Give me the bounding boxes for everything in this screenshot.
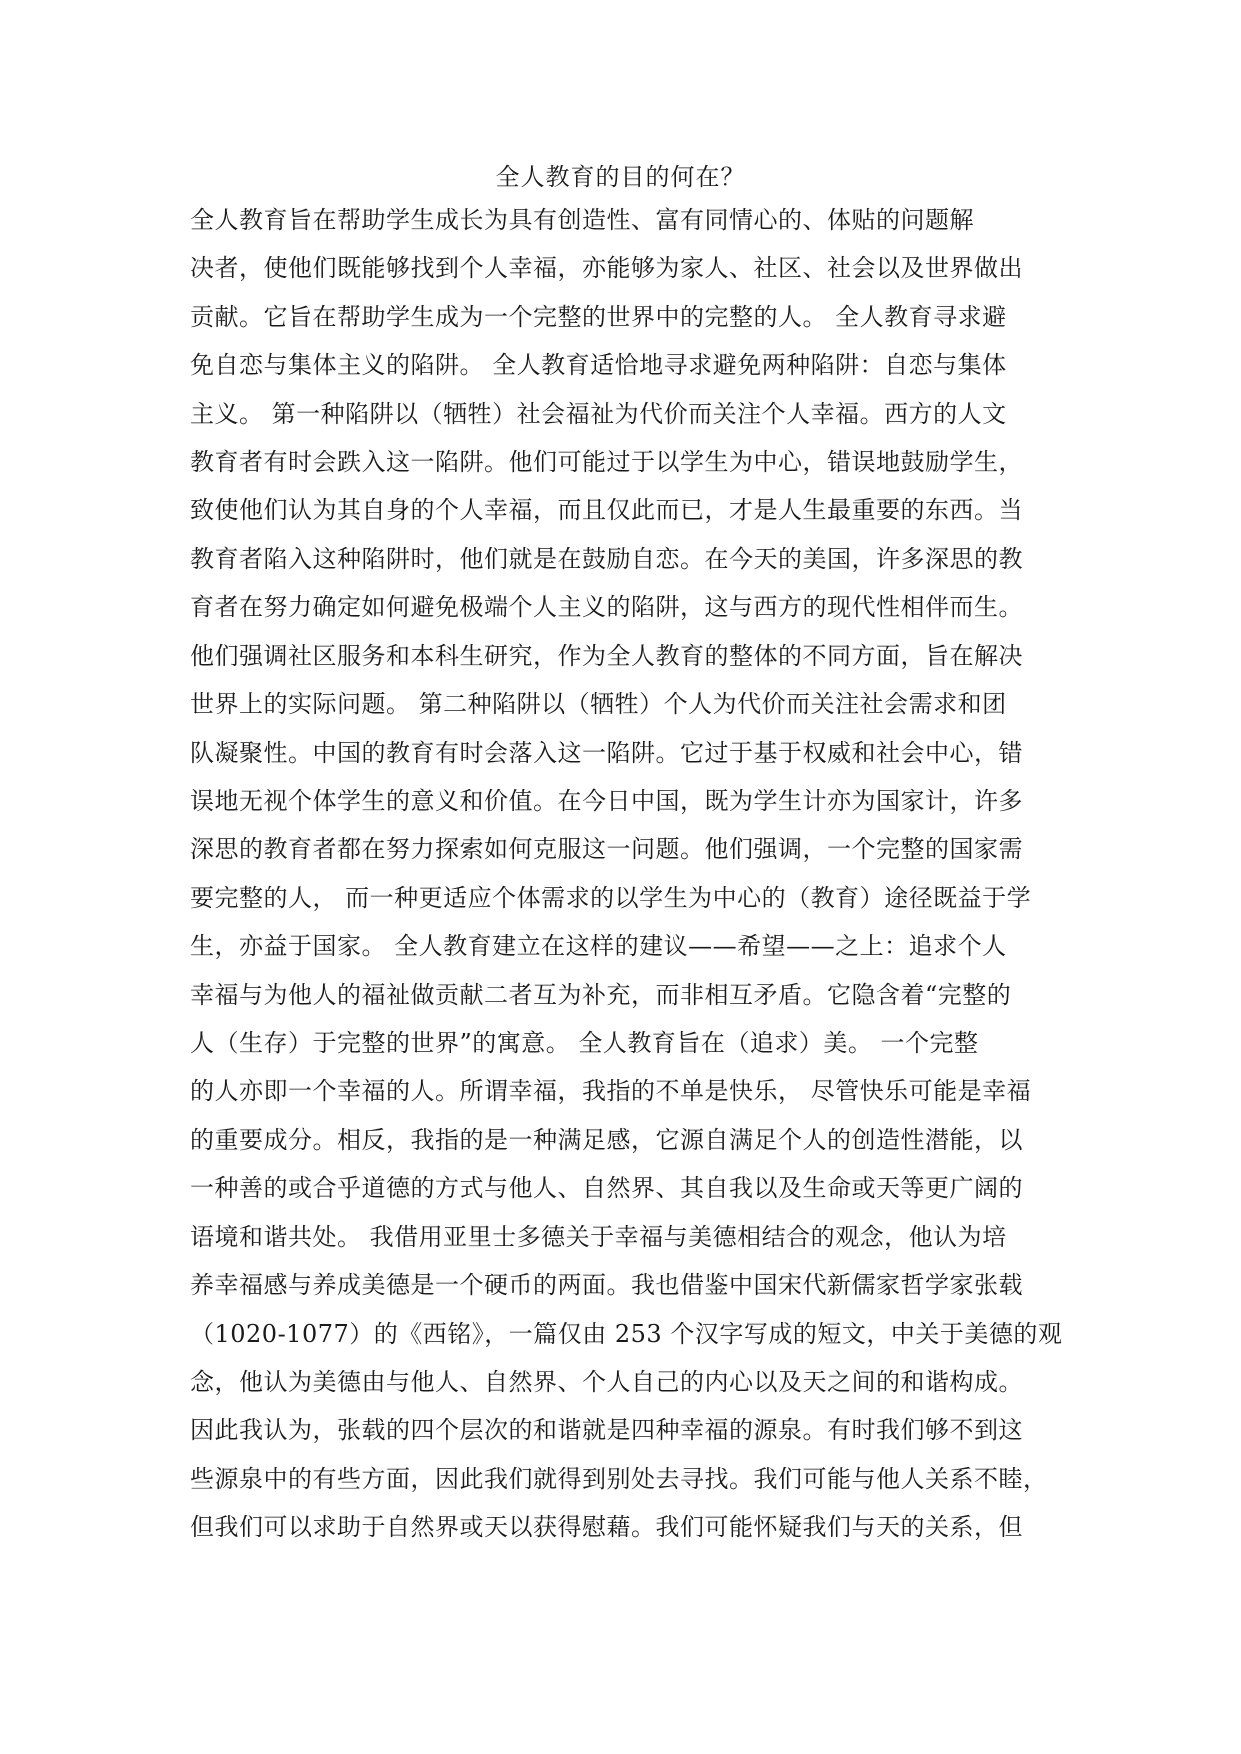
text-line: 育者在努力确定如何避免极端个人主义的陷阱，这与西方的现代性相伴而生。 <box>190 593 1023 621</box>
text-line: 的重要成分。相反，我指的是一种满足感，它源自满足个人的创造性潜能，以 <box>190 1126 1023 1154</box>
text-line: 致使他们认为其自身的个人幸福，而且仅此而已，才是人生最重要的东西。当 <box>190 496 1023 524</box>
text-line: 世界上的实际问题。 第二种陷阱以（牺牲）个人为代价而关注社会需求和团 <box>190 690 1007 718</box>
text-line: 全人教育旨在帮助学生成长为具有创造性、富有同情心的、体贴的问题解 <box>190 206 974 234</box>
text-line: 队凝聚性。中国的教育有时会落入这一陷阱。它过于基于权威和社会中心，错 <box>190 739 1023 767</box>
text-line: 些源泉中的有些方面，因此我们就得到别处去寻找。我们可能与他人关系不睦， <box>190 1465 1048 1493</box>
text-line: 决者，使他们既能够找到个人幸福，亦能够为家人、社区、社会以及世界做出 <box>190 254 1023 282</box>
page-title: 全人教育的目的何在？ <box>495 163 746 191</box>
text-line: 免自恋与集体主义的陷阱。 全人教育适恰地寻求避免两种陷阱：自恋与集体 <box>190 351 1007 379</box>
text-line: 教育者有时会跌入这一陷阱。他们可能过于以学生为中心，错误地鼓励学生， <box>190 448 1023 476</box>
text-line: 误地无视个体学生的意义和价值。在今日中国，既为学生计亦为国家计，许多 <box>190 787 1023 815</box>
text-line: 生，亦益于国家。 全人教育建立在这样的建议——希望——之上：追求个人 <box>190 932 1007 960</box>
text-line: 语境和谐共处。 我借用亚里士多德关于幸福与美德相结合的观念，他认为培 <box>190 1223 1007 1251</box>
text-line: 养幸福感与养成美德是一个硬币的两面。我也借鉴中国宋代新儒家哲学家张载 <box>190 1271 1023 1299</box>
text-line: 人（生存）于完整的世界”的寓意。 全人教育旨在（追求）美。 一个完整 <box>190 1029 979 1057</box>
text-line: （1020-1077）的《西铭》，一篇仅由 253 个汉字写成的短文，中关于美德的观 <box>190 1320 1063 1348</box>
text-line: 幸福与为他人的福祉做贡献二者互为补充，而非相互矛盾。它隐含着“完整的 <box>190 981 1012 1009</box>
text-line: 的人亦即一个幸福的人。所谓幸福，我指的不单是快乐， 尽管快乐可能是幸福 <box>190 1077 1032 1105</box>
text-line: 主义。 第一种陷阱以（牺牲）社会福祉为代价而关注个人幸福。西方的人文 <box>190 400 1007 428</box>
text-line: 深思的教育者都在努力探索如何克服这一问题。他们强调，一个完整的国家需 <box>190 835 1023 863</box>
text-line: 教育者陷入这种陷阱时，他们就是在鼓励自恋。在今天的美国，许多深思的教 <box>190 545 1023 573</box>
text-line: 但我们可以求助于自然界或天以获得慰藉。我们可能怀疑我们与天的关系，但 <box>190 1513 1023 1541</box>
text-line: 一种善的或合乎道德的方式与他人、自然界、其自我以及生命或天等更广阔的 <box>190 1174 1023 1202</box>
text-line: 他们强调社区服务和本科生研究，作为全人教育的整体的不同方面，旨在解决 <box>190 642 1023 670</box>
text-line: 念，他认为美德由与他人、自然界、个人自己的内心以及天之间的和谐构成。 <box>190 1368 1023 1396</box>
text-line: 贡献。它旨在帮助学生成为一个完整的世界中的完整的人。 全人教育寻求避 <box>190 303 1007 331</box>
text-line: 要完整的人， 而一种更适应个体需求的以学生为中心的（教育）途径既益于学 <box>190 884 1032 912</box>
text-line: 因此我认为，张载的四个层次的和谐就是四种幸福的源泉。有时我们够不到这 <box>190 1416 1023 1444</box>
